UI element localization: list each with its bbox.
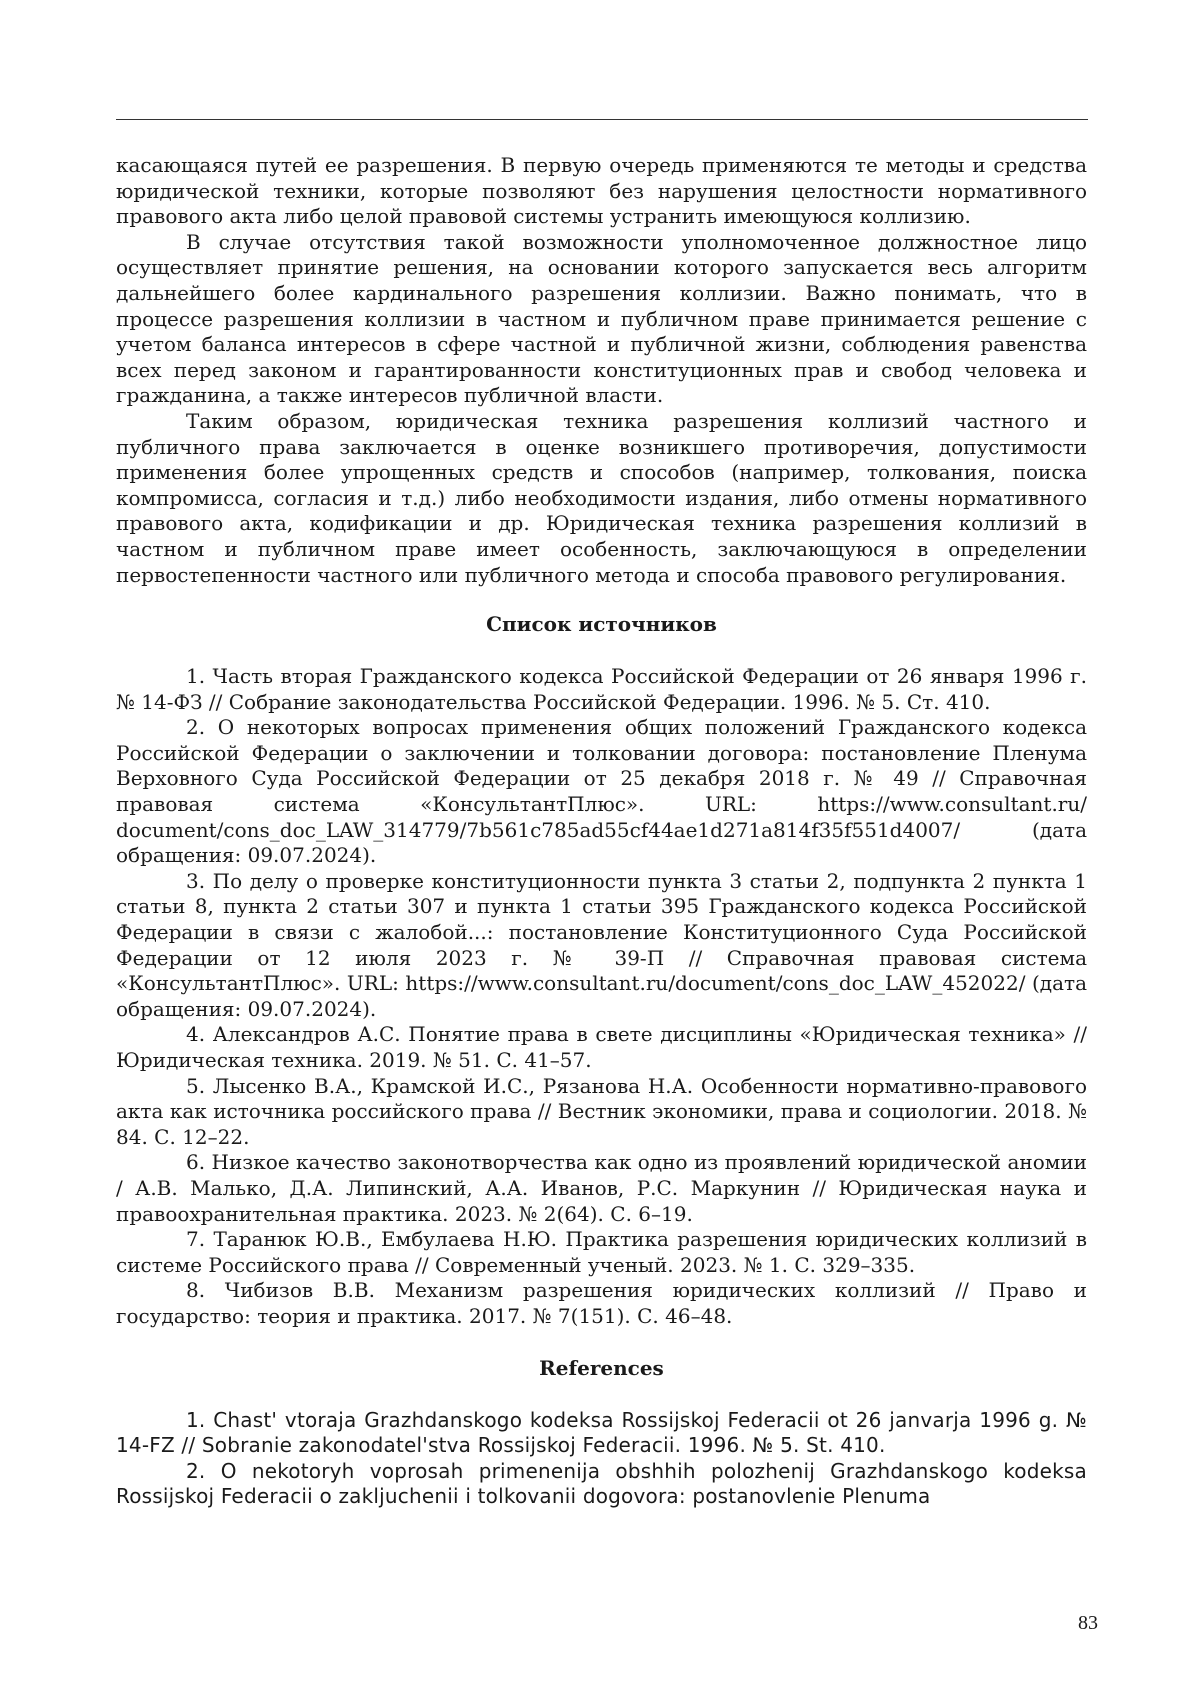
body-paragraph-2: В случае отсутствия такой возможности уполномоченное должностное лицо осуществляет принятие решения, на основании которого запускается весь алгоритм дальнейшего более кардинального разрешения коллизии. Важно понимать, что в процессе разрешения коллизии в частном и публичном праве принимается решение с учетом баланса интересов в сфере частной и публичной жизни, соблюдения равенства всех перед законом и гарантированности конституционных прав и свобод человека и гражданина, а также интересов публичной власти. [116,229,1087,408]
references-heading: References [539,1355,664,1380]
source-item-6: 6. Низкое качество законотворчества как одно из проявлений юридической аномии / А.В. Малько, Д.А. Липинский, А.А. Иванов, Р.С. Маркунин // Юридическая наука и правоохранительная практика. 2023. № 2(64). С. 6–19. [116,1150,1087,1226]
source-item-8: 8. Чибизов В.В. Механизм разрешения юридических коллизий // Право и государство: теория и практика. 2017. № 7(151). С. 46–48. [116,1278,1087,1328]
body-paragraph-3: Таким образом, юридическая техника разрешения коллизий частного и публичного права заключается в оценке возникшего противоречия, допустимости применения более упрощенных средств и способов (например, толкования, поиска компромисса, согласия и т.д.) либо необходимости издания, либо отмены нормативного правового акта, кодификации и др. Юридическая техника разрешения коллизий в частном и публичном праве имеет особенность, заключающуюся в определении первостепенности частного или публичного метода и способа правового регулирования. [116,408,1087,587]
source-item-7: 7. Таранюк Ю.В., Ембулаева Н.Ю. Практика разрешения юридических коллизий в системе Российского права // Современный ученый. 2023. № 1. С. 329–335. [116,1227,1087,1277]
header-rule [116,119,1088,120]
page-number: 83 [1078,1612,1098,1634]
sources-heading: Список источников [486,612,717,637]
source-item-2: 2. О некоторых вопросах применения общих положений Гражданского кодекса Российской Федерации о заключении и толковании договора: постановление Пленума Верховного Суда Российской Федерации от 25 декабря 2018 г. № 49 // Справочная правовая система «КонсультантПлюс». URL: https://www.consultant.ru/ document/cons_doc_LAW_314779/7b561c785ad55cf44ae1d271a814f35f551d4007/ (дата обращения: 09.07.2024). [116,715,1087,868]
reference-item-2: 2. O nekotoryh voprosah primenenija obshhih polozhenij Grazhdanskogo kodeksa Rossijskoj Federacii o zakljuchenii i tolkovanii dogovora: postanovlenie Plenuma [116,1458,1087,1509]
source-item-3: 3. По делу о проверке конституционности пункта 3 статьи 2, подпункта 2 пункта 1 статьи 8, пункта 2 статьи 307 и пункта 1 статьи 395 Гражданского кодекса Российской Федерации в связи с жалобой...: постановление Конституционного Суда Российской Федерации от 12 июля 2023 г. № 39-П // Справочная правовая система «КонсультантПлюс». URL: https://www.consultant.ru/document/cons_doc_LAW_452022/ (дата обращения: 09.07.2024). [116,868,1087,1021]
source-item-1: 1. Часть вторая Гражданского кодекса Российской Федерации от 26 января 1996 г. № 14-ФЗ // Собрание законодательства Российской Федерации. 1996. № 5. Ст. 410. [116,664,1087,714]
source-item-4: 4. Александров А.С. Понятие права в свете дисциплины «Юридическая техника» // Юридическая техника. 2019. № 51. С. 41–57. [116,1022,1087,1072]
source-item-5: 5. Лысенко В.А., Крамской И.С., Рязанова Н.А. Особенности нормативно-правового акта как источника российского права // Вестник экономики, права и социологии. 2018. № 84. С. 12–22. [116,1073,1087,1149]
page-content [116,153,1087,1510]
body-paragraph-1: касающаяся путей ее разрешения. В первую очередь применяются те методы и средства юридической техники, которые позволяют без нарушения целостности нормативного правового акта либо целой правовой системы устранить имеющуюся коллизию. [116,153,1087,229]
reference-item-1: 1. Chast' vtoraja Grazhdanskogo kodeksa Rossijskoj Federacii ot 26 janvarja 1996 g. № 14-FZ // Sobranie zakonodatel'stva Rossijskoj Federacii. 1996. № 5. St. 410. [116,1407,1087,1458]
